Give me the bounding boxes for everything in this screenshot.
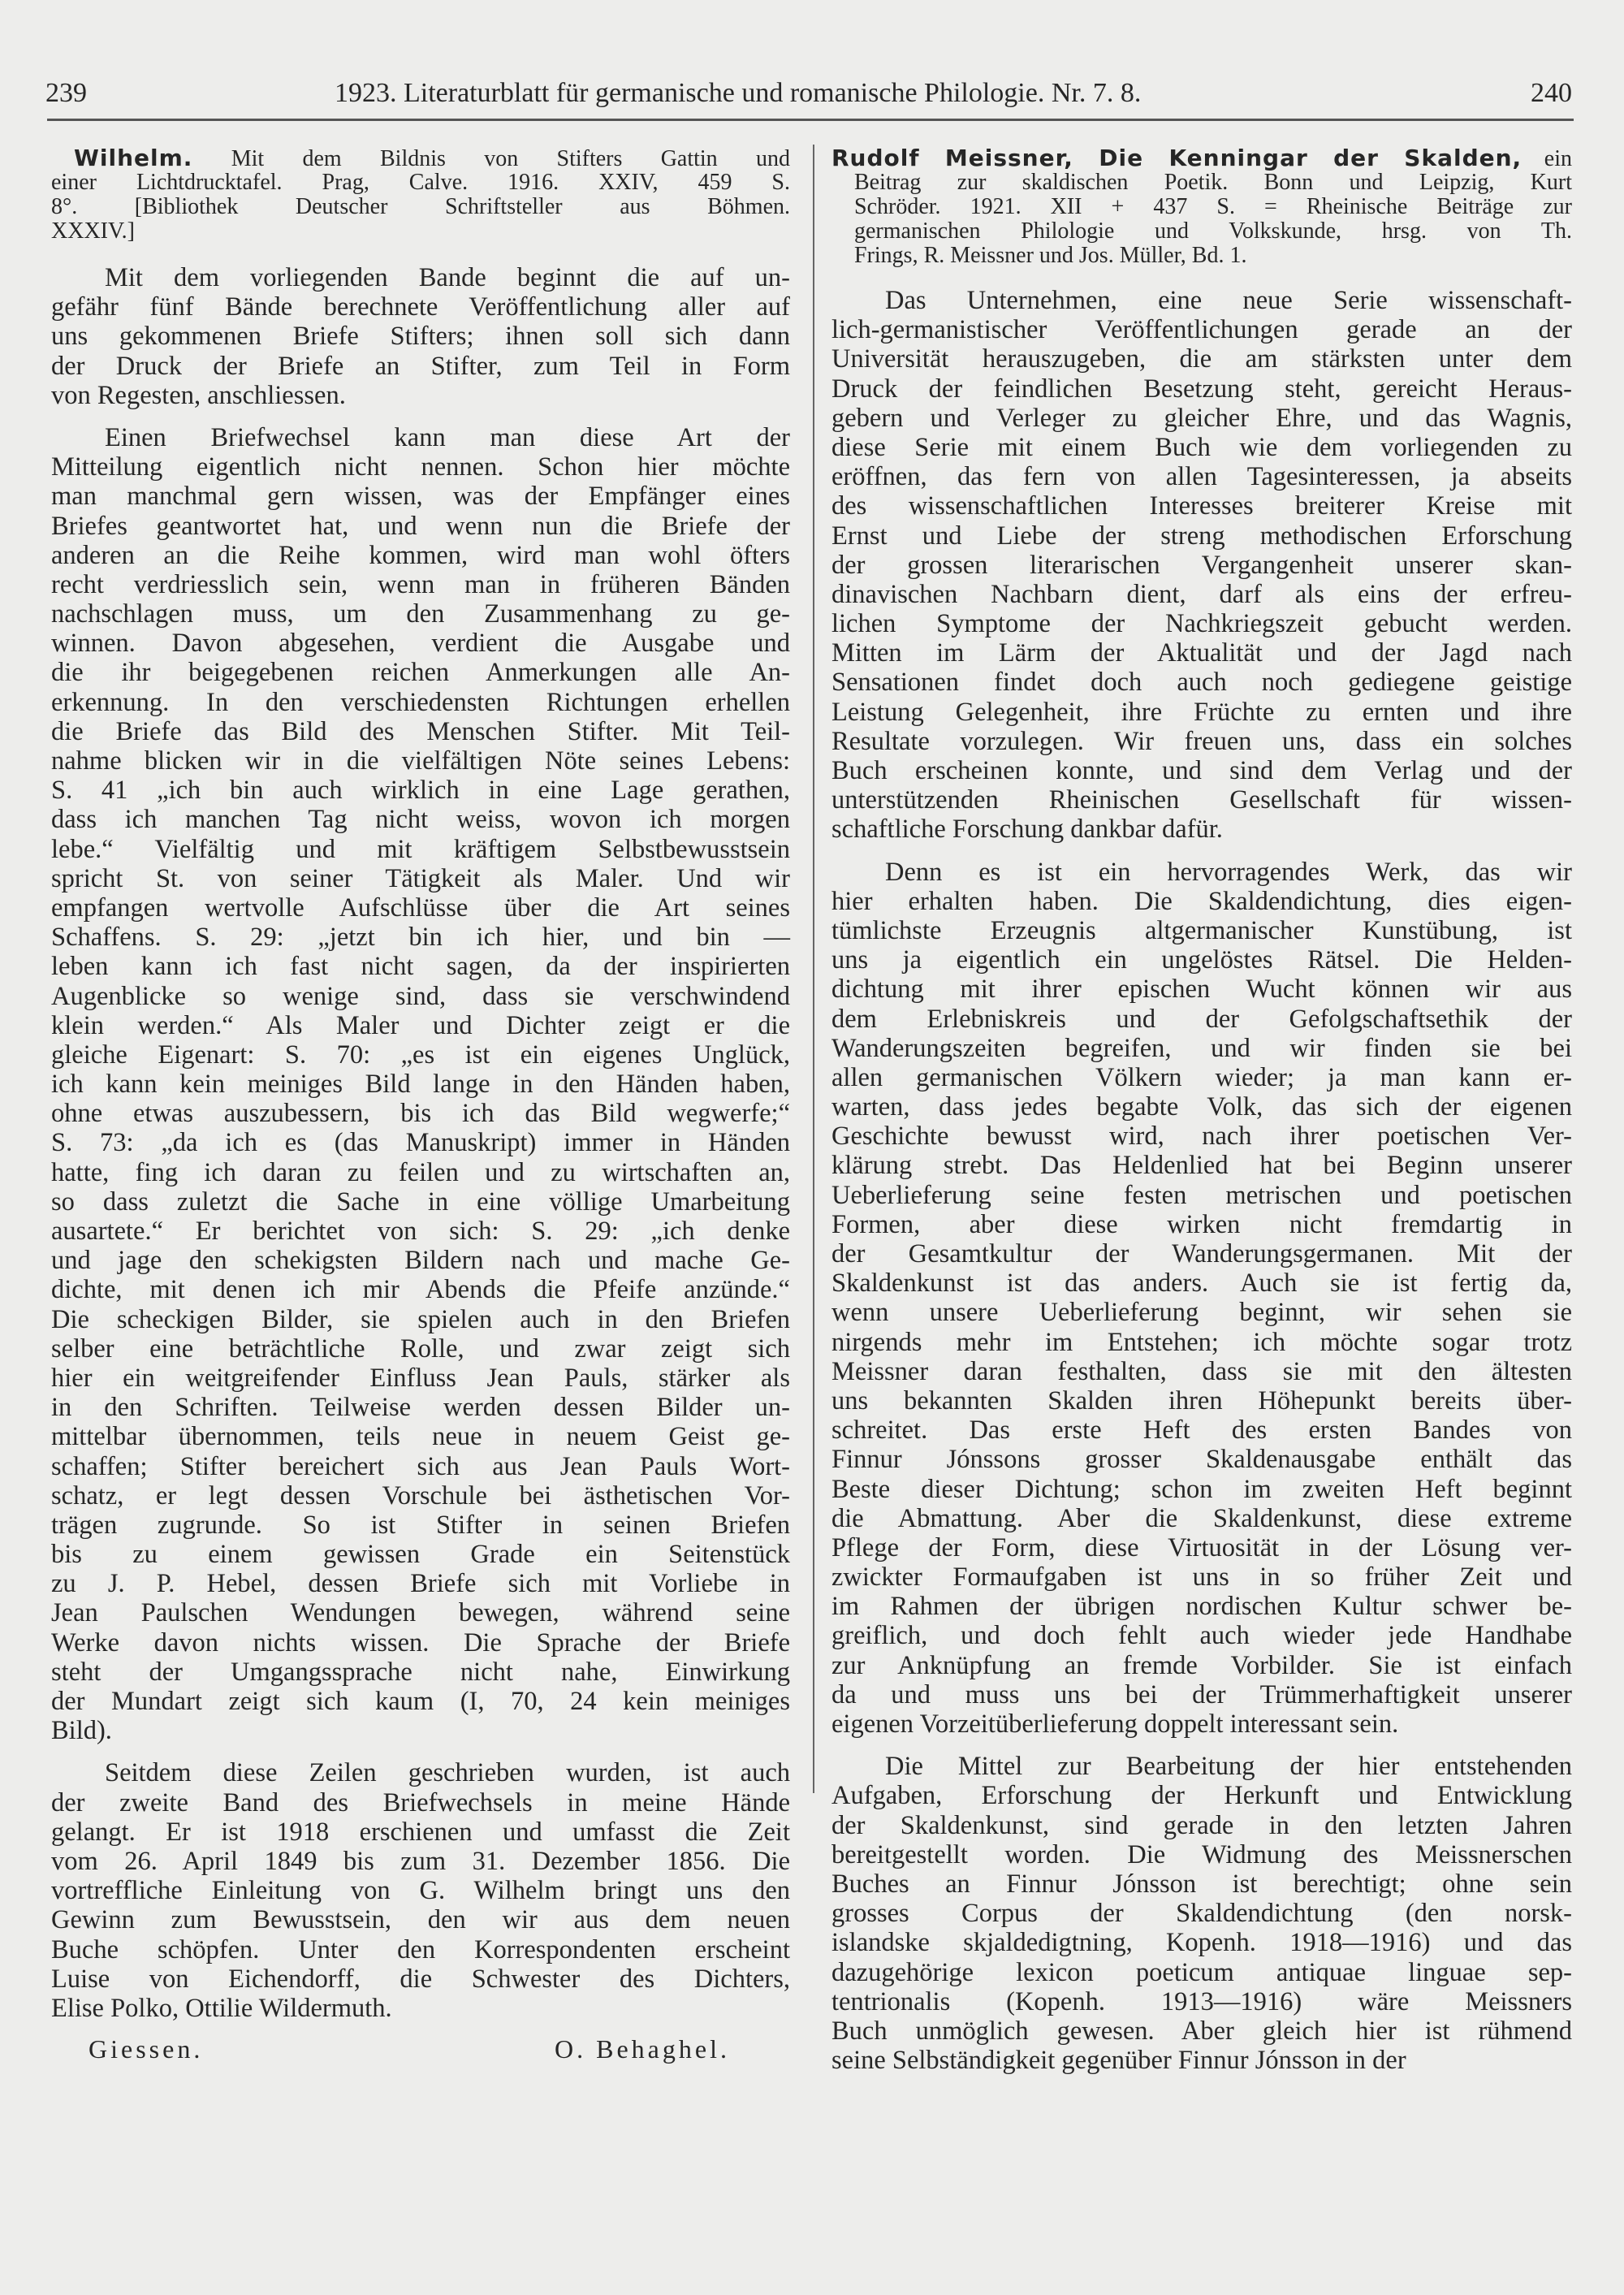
- text-line: Finnur Jónssons grosser Skaldenausgabe enthält das: [831, 1445, 1572, 1475]
- text-line: und jage den schekigsten Bildern nach und mache Ge-: [51, 1246, 790, 1276]
- text-line: gebern und Verleger zu gleicher Ehre, und das Wagnis,: [831, 403, 1572, 433]
- text-line: eröffnen, das fern von allen Tagesinteressen, ja abseits: [831, 462, 1572, 492]
- citation-author-title: Rudolf Meissner, Die Kenningar der Skalden,: [831, 145, 1522, 171]
- text-line: Mit dem vorliegenden Bande beginnt die auf un-: [105, 263, 790, 292]
- text-line: zwickter Formaufgaben ist uns in so früher Zeit und: [831, 1562, 1572, 1593]
- text-line: im Rahmen der übrigen nordischen Kultur schwer be-: [831, 1592, 1572, 1622]
- text-line: Jean Paulschen Wendungen bewegen, während seine: [51, 1598, 790, 1628]
- paragraph: [831, 1752, 1572, 2075]
- text-line: S. 73: „da ich es (das Manuskript) immer in Händen: [51, 1128, 790, 1158]
- text-line: lichen Symptome der Nachkriegszeit gebucht werden.: [831, 609, 1572, 639]
- text-line: schaffen; Stifter bereichert sich aus Jean Pauls Wort-: [51, 1451, 790, 1481]
- text-line: Luise von Eichendorff, die Schwester des Dichters,: [51, 1964, 790, 1994]
- text-line: Buch erscheinen konnte, und sind dem Verlag und der: [831, 756, 1572, 785]
- text-line: der zweite Band des Briefwechsels in meine Hände: [51, 1787, 790, 1817]
- text-line: Die Mittel zur Bearbeitung der hier entstehenden: [885, 1752, 1572, 1782]
- text-line: von Regesten, anschliessen.: [51, 380, 346, 410]
- text-line: greiflich, und doch fehlt auch wieder jede Handhabe: [831, 1621, 1572, 1651]
- text-line: tümlichste Erzeugnis altgermanischer Kunstübung, ist: [831, 915, 1572, 945]
- text-line: selber eine beträchtliche Rolle, und zwar zeigt sich: [51, 1333, 790, 1364]
- signoff-author: O. Behaghel.: [555, 2034, 730, 2064]
- text-line: uns gekommenen Briefe Stifters; ihnen soll sich dann: [51, 322, 790, 352]
- text-line: Aufgaben, Erforschung der Herkunft und Entwicklung: [831, 1781, 1572, 1811]
- text-line: dinavischen Nachbarn dient, darf als eins der erfreu-: [831, 579, 1572, 609]
- text-line: Die scheckigen Bilder, sie spielen auch in den Briefen: [51, 1304, 790, 1334]
- text-line: Das Unternehmen, eine neue Serie wissenschaft-: [885, 286, 1572, 315]
- text-line: islandske skjaldedigtning, Kopenh. 1918—1916) und das: [831, 1928, 1572, 1958]
- text-line: der Druck der Briefe an Stifter, zum Teil in Form: [51, 351, 790, 381]
- text-line: warten, dass jedes begabte Volk, das sich der eigenen: [831, 1092, 1572, 1122]
- text-line: der Mundart zeigt sich kaum (I, 70, 24 kein meiniges: [51, 1687, 790, 1716]
- paragraph: [51, 263, 790, 410]
- text-line: empfangen wertvolle Aufschlüsse über die Art seines: [51, 892, 790, 923]
- text-line: recht verdriesslich sein, wenn man in früheren Bänden: [51, 569, 790, 599]
- header-rule: [47, 119, 1574, 121]
- text-line: ohne etwas auszubessern, bis ich das Bild wegwerfe;“: [51, 1099, 790, 1129]
- text-line: wenn unsere Ueberlieferung beginnt, wir sehen sie: [831, 1298, 1572, 1328]
- text-line: der Gesamtkultur der Wanderungsgermanen. Mit der: [831, 1239, 1572, 1269]
- text-line: lich-germanistischer Veröffentlichungen gerade an der: [831, 315, 1572, 345]
- text-line: anderen an die Reihe kommen, wird man wohl öfters: [51, 540, 790, 570]
- text-line: Resultate vorzulegen. Wir freuen uns, dass ein solches: [831, 726, 1572, 756]
- text-line: die Abmattung. Aber die Skaldenkunst, diese extreme: [831, 1503, 1572, 1533]
- text-line: klärung strebt. Das Heldenlied hat bei Beginn unserer: [831, 1151, 1572, 1181]
- text-line: dem Erlebniskreis und der Gefolgschaftsethik der: [831, 1004, 1572, 1034]
- text-line: Skaldenkunst ist das anders. Auch sie ist fertig da,: [831, 1269, 1572, 1299]
- text-line: steht der Umgangssprache nicht nahe, Einwirkung: [51, 1657, 790, 1687]
- text-line: Buches an Finnur Jónsson ist berechtigt; ohne sein: [831, 1869, 1572, 1899]
- text-line: winnen. Davon abgesehen, verdient die Ausgabe und: [51, 629, 790, 659]
- text-line: vortreffliche Einleitung von G. Wilhelm bringt uns den: [51, 1876, 790, 1906]
- signoff: [51, 2023, 790, 2064]
- text-line: Mitteilung eigentlich nicht nennen. Schon hier möchte: [51, 452, 790, 482]
- right-column: [831, 146, 1572, 2075]
- text-line: Meissner daran festhalten, dass sie mit den ältesten: [831, 1356, 1572, 1386]
- text-line: uns bekannten Skalden ihren Höhepunkt bereits über-: [831, 1385, 1572, 1415]
- text-line: schaftliche Forschung dankbar dafür.: [831, 815, 1223, 845]
- text-line: ausartete.“ Er berichtet von sich: S. 29: „ich denke: [51, 1217, 790, 1246]
- text-line: ich kann kein meiniges Bild lange in den Händen haben,: [51, 1070, 790, 1100]
- text-line: dichte, mit denen ich mir Abends die Pfeife anzünde.“: [51, 1275, 790, 1305]
- text-line: so dass zuletzt die Sache in eine völlige Umarbeitung: [51, 1186, 790, 1217]
- text-line: S. 41 „ich bin auch wirklich in eine Lage gerathen,: [51, 776, 790, 806]
- text-line: Schaffens. S. 29: „jetzt bin ich hier, und bin —: [51, 923, 790, 953]
- text-line: Briefes geantwortet hat, und wenn nun die Briefe der: [51, 511, 790, 541]
- text-line: gelangt. Er ist 1918 erschienen und umfasst die Zeit: [51, 1817, 790, 1847]
- left-column: [51, 146, 790, 2064]
- text-line: Buch unmöglich gewesen. Aber gleich hier ist rühmend: [831, 2016, 1572, 2046]
- paragraph: [831, 286, 1572, 845]
- text-line: Sensationen findet doch auch noch gediegene geistige: [831, 668, 1572, 698]
- text-line: Seitdem diese Zeilen geschrieben wurden, ist auch: [105, 1758, 790, 1788]
- text-line: nahme blicken wir in die vielfältigen Nöte seines Lebens:: [51, 746, 790, 776]
- text-line: Ernst und Liebe der streng methodischen Erforschung: [831, 521, 1572, 551]
- text-line: schatz, er legt dessen Vorschule bei ästhetischen Vor-: [51, 1480, 790, 1511]
- text-line: die ihr beigegebenen reichen Anmerkungen alle An-: [51, 658, 790, 688]
- text-line: Wanderungszeiten begreifen, und wir finden sie bei: [831, 1033, 1572, 1063]
- text-line: lebe.“ Vielfältig und mit kräftigem Selbstbewusstsein: [51, 834, 790, 864]
- text-line: der grossen literarischen Vergangenheit unserer skan-: [831, 550, 1572, 580]
- text-line: nachschlagen muss, um den Zusammenhang zu ge-: [51, 599, 790, 629]
- text-line: Buche schöpfen. Unter den Korrespondenten erscheint: [51, 1934, 790, 1964]
- page-number-right: 240: [1531, 78, 1572, 108]
- text-line: Universität herauszugeben, die am stärksten unter dem: [831, 344, 1572, 374]
- text-line: Augenblicke so wenige sind, dass sie verschwindend: [51, 981, 790, 1011]
- left-body: [51, 263, 790, 2023]
- paragraph: [51, 423, 790, 1745]
- text-line: gleiche Eigenart: S. 70: „es ist ein eigenes Unglück,: [51, 1039, 790, 1070]
- text-line: allen germanischen Völkern wieder; ja man kann er-: [831, 1062, 1572, 1092]
- text-line: unterstützenden Rheinischen Gesellschaft für wissen-: [831, 785, 1572, 815]
- text-line: Ueberlieferung seine festen metrischen und poetischen: [831, 1180, 1572, 1210]
- text-line: Mitten im Lärm der Aktualität und der Jagd nach: [831, 638, 1572, 668]
- text-line: dichtung mit ihrer epischen Wucht können wir aus: [831, 975, 1572, 1005]
- page-header: [45, 78, 1572, 119]
- left-citation: Wilhelm. Mit dem Bildnis von Stifters Gattin und einer Lichtdrucktafel. Prag, Calve. 1916. XXIV, 459 S. 8°. [Bibliothek Deutscher Schriftsteller aus Böhmen. XXXIV.]: [51, 145, 790, 244]
- text-line: Formen, aber diese wirken nicht fremdartig in: [831, 1209, 1572, 1239]
- signoff-place: Giessen.: [89, 2034, 204, 2064]
- text-line: Bild).: [51, 1716, 112, 1746]
- text-line: der Skaldenkunst, sind gerade in den letzten Jahren: [831, 1810, 1572, 1840]
- text-line: man manchmal gern wissen, was der Empfänger eines: [51, 482, 790, 512]
- text-line: Druck der feindlichen Besetzung steht, gereicht Heraus-: [831, 374, 1572, 404]
- text-line: leben kann ich fast nicht sagen, da der inspirierten: [51, 952, 790, 982]
- text-line: schreitet. Das erste Heft des ersten Bandes von: [831, 1415, 1572, 1446]
- text-line: mittelbar übernommen, teils neue in neuem Geist ge-: [51, 1422, 790, 1452]
- text-line: Werke davon nichts wissen. Die Sprache der Briefe: [51, 1627, 790, 1658]
- text-line: dass ich manchen Tag nicht weiss, wovon ich morgen: [51, 805, 790, 835]
- text-line: spricht St. von seiner Tätigkeit als Maler. Und wir: [51, 863, 790, 893]
- text-line: nirgends mehr im Entstehen; ich möchte sogar trotz: [831, 1327, 1572, 1357]
- text-line: erkennung. In den verschiedensten Richtungen erhellen: [51, 687, 790, 717]
- text-line: die Briefe das Bild des Menschen Stifter. Mit Teil-: [51, 716, 790, 746]
- text-line: Leistung Gelegenheit, ihre Früchte zu ernten und ihre: [831, 697, 1572, 727]
- text-line: bis zu einem gewissen Grade ein Seitenstück: [51, 1540, 790, 1570]
- text-line: Einen Briefwechsel kann man diese Art der: [105, 422, 790, 452]
- text-line: gefähr fünf Bände berechnete Veröffentlichung aller auf: [51, 292, 790, 322]
- text-line: Geschichte bewusst wird, nach ihrer poetischen Ver-: [831, 1122, 1572, 1152]
- text-line: trägen zugrunde. So ist Stifter in seinen Briefen: [51, 1510, 790, 1540]
- column-divider: [813, 145, 814, 1793]
- text-line: Denn es ist ein hervorragendes Werk, das wir: [885, 857, 1572, 887]
- text-line: in den Schriften. Teilweise werden dessen Bilder un-: [51, 1393, 790, 1423]
- text-line: Pflege der Form, diese Virtuosität in der Lösung ver-: [831, 1532, 1572, 1562]
- right-body: [831, 286, 1572, 2075]
- text-line: hier ein weitgreifender Einfluss Jean Pauls, stärker als: [51, 1363, 790, 1393]
- page-number-left: 239: [45, 78, 87, 108]
- text-line: grosses Corpus der Skaldendichtung (den norsk-: [831, 1899, 1572, 1929]
- text-line: tentrionalis (Kopenh. 1913—1916) wäre Meissners: [831, 1986, 1572, 2016]
- text-line: bereitgestellt worden. Die Widmung des Meissnerschen: [831, 1839, 1572, 1869]
- citation-author: Wilhelm.: [74, 145, 193, 171]
- right-citation: Rudolf Meissner, Die Kenningar der Skalden, ein Beitrag zur skaldischen Poetik. Bonn und Leipzig, Kurt Schröder. 1921. XII + 437 S. = Rheinische Beiträge zur germanischen Philologie und Volkskunde, hrsg. von Th. Frings, R. Meissner und Jos. Müller, Bd. 1.: [831, 145, 1572, 268]
- text-line: hatte, fing ich daran zu feilen und zu wirtschaften an,: [51, 1157, 790, 1187]
- text-line: klein werden.“ Als Maler und Dichter zeigt er die: [51, 1010, 790, 1040]
- text-line: des wissenschaftlichen Interesses breiterer Kreise mit: [831, 491, 1572, 521]
- text-line: dazugehörige lexicon poeticum antiquae linguae sep-: [831, 1957, 1572, 1987]
- paragraph: [51, 1758, 790, 2023]
- running-title: 1923. Literaturblatt für germanische und romanische Philologie. Nr. 7. 8.: [335, 78, 1142, 108]
- text-line: hier erhalten haben. Die Skaldendichtung, dies eigen-: [831, 886, 1572, 916]
- text-line: zu J. P. Hebel, dessen Briefe sich mit Vorliebe in: [51, 1569, 790, 1599]
- text-line: vom 26. April 1849 bis zum 31. Dezember 1856. Die: [51, 1846, 790, 1876]
- text-line: seine Selbständigkeit gegenüber Finnur Jónsson in der: [831, 2046, 1406, 2076]
- text-line: Elise Polko, Ottilie Wildermuth.: [51, 1993, 392, 2023]
- text-line: uns ja eigentlich ein ungelöstes Rätsel. Die Helden-: [831, 945, 1572, 975]
- text-line: Beste dieser Dichtung; schon im zweiten Heft beginnt: [831, 1474, 1572, 1504]
- text-line: eigenen Vorzeitüberlieferung doppelt interessant sein.: [831, 1709, 1399, 1739]
- text-line: zur Anknüpfung an fremde Vorbilder. Sie ist einfach: [831, 1650, 1572, 1680]
- text-line: da und muss uns bei der Trümmerhaftigkeit unserer: [831, 1679, 1572, 1709]
- paragraph: [831, 858, 1572, 1740]
- text-line: diese Serie mit einem Buch wie dem vorliegenden zu: [831, 432, 1572, 462]
- text-line: Gewinn zum Bewusstsein, den wir aus dem neuen: [51, 1905, 790, 1935]
